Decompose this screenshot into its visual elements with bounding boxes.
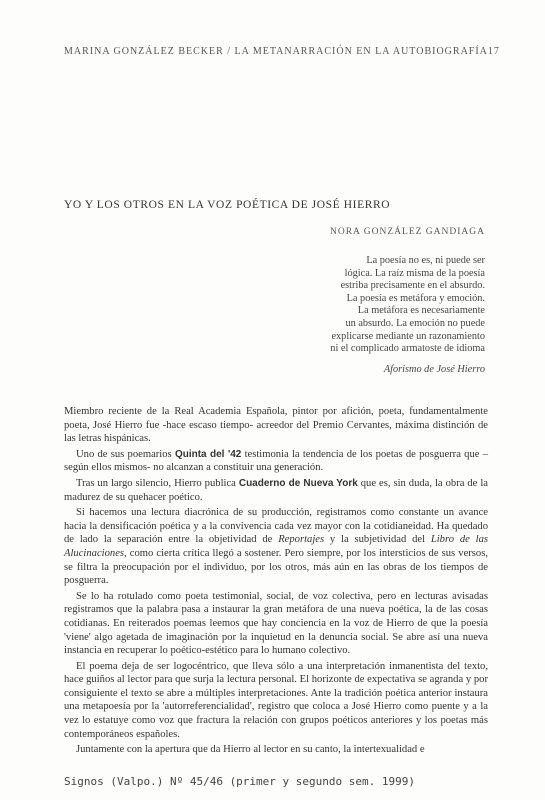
book-title: Quinta del '42 xyxy=(174,448,242,460)
paragraph-text: y la subjetividad del xyxy=(324,534,431,546)
epigraph xyxy=(245,255,485,356)
epigraph-line: explicarse mediante un razonamiento xyxy=(331,330,485,342)
paragraph-text: , como cierta crítica llegó a sostener. Pero siempre, por los intersticios de sus versos, se filtra la preocupación por el individuo, por los otros, más aún en las obras de los tiempos de posguerra. xyxy=(64,547,488,587)
epigraph-line: La poesía es metáfora y emoción. xyxy=(346,292,485,304)
paragraph: Miembro reciente de la Real Academia Española, pintor por afición, poeta, fundamentalmente poeta, José Hierro fue -hace escaso tiempo- acreedor del Premio Cervantes, máxima distinción de las letras hispánicas. xyxy=(64,406,488,445)
epigraph-line: un absurdo. La emoción no puede xyxy=(345,317,485,329)
author-name: NORA GONZÁLEZ GANDIAGA xyxy=(330,227,485,237)
paragraph xyxy=(64,477,488,504)
book-title: Reportajes xyxy=(278,534,325,546)
paragraph-text: Uno de sus poemarios xyxy=(76,448,175,460)
epigraph-source: Aforismo de José Hierro xyxy=(383,364,485,375)
epigraph-line: La poesía no es, ni puede ser xyxy=(366,255,485,266)
paragraph-text: Si hacemos una lectura diacrónica de su producción, registramos como constante un avance hacia la densificación poética y a la convivencia cada vez mayor con la cotidianeidad. Ha quedado de lado la separación entre la objetividad de xyxy=(64,507,488,546)
paragraph-text: testimonia la tendencia de los poetas de posguerra que –según ellos mismos- no alcanzan a constituir una generación. xyxy=(64,448,489,474)
book-title: Libro de las Alucinaciones xyxy=(64,534,488,559)
paragraph xyxy=(64,506,488,588)
epigraph-line: estriba precisamente en el absurdo. xyxy=(340,280,485,292)
body-text xyxy=(64,405,488,759)
page-number: 17 xyxy=(487,46,500,57)
running-head xyxy=(64,46,500,57)
paragraph xyxy=(64,448,488,475)
footer-citation: Signos (Valpo.) Nº 45/46 (primer y segundo sem. 1999) xyxy=(64,775,415,788)
paragraph-text: Tras un largo silencio, Hierro publica xyxy=(76,477,239,489)
epigraph-line: La metáfora es necesariamente xyxy=(357,305,485,317)
article-title: YO Y LOS OTROS EN LA VOZ POÉTICA DE JOSÉ HIERRO xyxy=(64,199,391,211)
paragraph: Se lo ha rotulado como poeta testimonial, social, de voz colectiva, pero en lecturas avisadas registramos que la palabra pasa a instaurar la gran metáfora de una nueva poética, la de las cosas cotidianas. En reiterados poemas leemos que hay conciencia en la voz de Hierro de que la poesía 'viene' algo agetada de imaginación por la inquietud en la denuncia social. Se abre así una nueva instancia en recuperar lo poético-estético para lo humano colectivo. xyxy=(64,590,488,657)
running-title: MARINA GONZÁLEZ BECKER / LA METANARRACIÓN EN LA AUTOBIOGRAFÍA xyxy=(64,46,488,57)
epigraph-line: ni el complicado armatoste de idioma xyxy=(330,343,485,355)
paragraph: Juntamente con la apertura que da Hierro al lector en su canto, la intertexualidad e xyxy=(76,744,425,756)
epigraph-line: lógica. La raíz misma de la poesía xyxy=(344,267,485,279)
paragraph-text: que es, sin duda, la obra de la madurez de su quehacer poético. xyxy=(64,477,488,503)
paragraph: El poema deja de ser logocéntrico, que lleva sólo a una interpretación inmanentista del texto, hace guiños al lector para que surja la lectura personal. El horizonte de expectativa se agranda y por consiguiente el texto se abre a múltiples interpretaciones. Ante la tradición poética anterior instaura una metapoesía por la 'autorreferencialidad', registro que coloca a José Hierro como puente y a la vez lo estatuye como voz que fractura la relación con grupos poéticos anteriores y los poetas más contemporáneos españoles. xyxy=(64,660,488,740)
book-title: Cuaderno de Nueva York xyxy=(238,477,358,489)
